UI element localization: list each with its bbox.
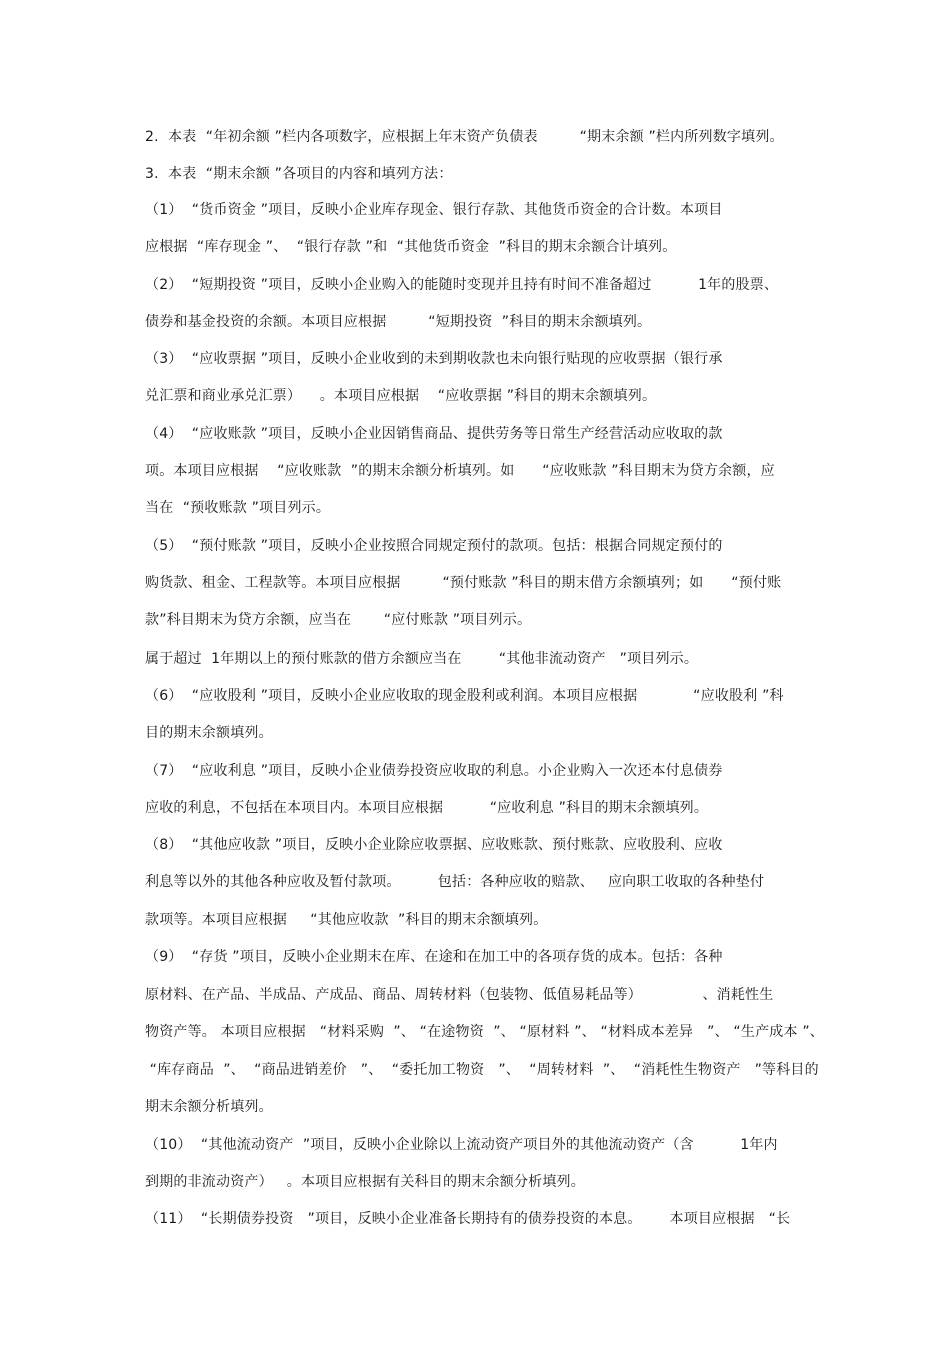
text-line: （1） “货币资金 ”项目，反映小企业库存现金、银行存款、其他货币资金的合计数。本项目: [145, 202, 723, 218]
text-line: 目的期末余额填列。: [145, 725, 273, 741]
text-line: （8） “其他应收款 ”项目，反映小企业除应收票据、应收账款、预付账款、应收股利、应收: [145, 837, 723, 853]
text-line: 原材料、在产品、半成品、产成品、商品、周转材料（包装物、低值易耗品等） 、消耗性生: [145, 987, 774, 1003]
text-line: 应根据 “库存现金 ”、 “银行存款 ”和 “其他货币资金 ”科目的期末余额合计填列。: [145, 239, 677, 255]
text-line: （11） “长期债券投资 ”项目，反映小企业准备长期持有的债券投资的本息。 本项目应根据 “长: [145, 1211, 791, 1227]
text-line: 当在 “预收账款 ”项目列示。: [145, 500, 331, 516]
text-line: 购货款、租金、工程款等。本项目应根据 “预付账款 ”科目的期末借方余额填列；如 “预付账: [145, 575, 782, 591]
text-line: 到期的非流动资产） 。本项目应根据有关科目的期末余额分析填列。: [145, 1174, 585, 1190]
text-line: 利息等以外的其他各种应收及暂付款项。 包括：各种应收的赔款、 应向职工收取的各种垫付: [145, 874, 765, 890]
text-line: （5） “预付账款 ”项目，反映小企业按照合同规定预付的款项。包括：根据合同规定预付的: [145, 538, 723, 554]
text-line: （9） “存货 ”项目，反映小企业期末在库、在途和在加工中的各项存货的成本。包括：各种: [145, 949, 723, 965]
text-line: （2） “短期投资 ”项目，反映小企业购入的能随时变现并且持有时间不准备超过 1年的股票、: [145, 277, 779, 293]
text-line: （6） “应收股利 ”项目，反映小企业应收取的现金股利或利润。本项目应根据 “应收股利 ”科: [145, 688, 784, 704]
text-line: 期末余额分析填列。: [145, 1099, 273, 1115]
text-line: 款项等。本项目应根据 “其他应收款 ”科目的期末余额填列。: [145, 912, 548, 928]
text-line: 兑汇票和商业承兑汇票） 。本项目应根据 “应收票据 ”科目的期末余额填列。: [145, 388, 657, 404]
text-line: “库存商品 ”、 “商品进销差价 ”、 “委托加工物资 ”、 “周转材料 ”、 “消耗性生物资产 ”等科目的: [145, 1062, 819, 1078]
text-line: （4） “应收账款 ”项目，反映小企业因销售商品、提供劳务等日常生产经营活动应收取的款: [145, 426, 723, 442]
text-line: 款”科目期末为贷方余额，应当在 “应付账款 ”项目列示。: [145, 612, 532, 628]
text-line: 债券和基金投资的余额。本项目应根据 “短期投资 ”科目的期末余额填列。: [145, 314, 652, 330]
text-line: 2. 本表 “年初余额 ”栏内各项数字，应根据上年末资产负债表 “期末余额 ”栏内所列数字填列。: [145, 129, 784, 145]
text-line: 项。本项目应根据 “应收账款 ”的期末余额分析填列。如 “应收账款 ”科目期末为贷方余额，应: [145, 463, 775, 479]
text-line: （7） “应收利息 ”项目，反映小企业债券投资应收取的利息。小企业购入一次还本付息债券: [145, 763, 723, 779]
text-line: 物资产等。 本项目应根据 “材料采购 ”、 “在途物资 ”、 “原材料 ”、 “材料成本差异 ”、 “生产成本 ”、: [145, 1024, 824, 1040]
text-line: （10） “其他流动资产 ”项目，反映小企业除以上流动资产项目外的其他流动资产（含 1年内: [145, 1137, 778, 1153]
text-line: 3. 本表 “期末余额 ”各项目的内容和填列方法：: [145, 166, 453, 182]
text-line: （3） “应收票据 ”项目，反映小企业收到的未到期收款也未向银行贴现的应收票据（银行承: [145, 351, 723, 367]
text-line: 应收的利息，不包括在本项目内。本项目应根据 “应收利息 ”科目的期末余额填列。: [145, 800, 709, 816]
text-line: 属于超过 1年期以上的预付账款的借方余额应当在 “其他非流动资产 ”项目列示。: [145, 651, 699, 667]
